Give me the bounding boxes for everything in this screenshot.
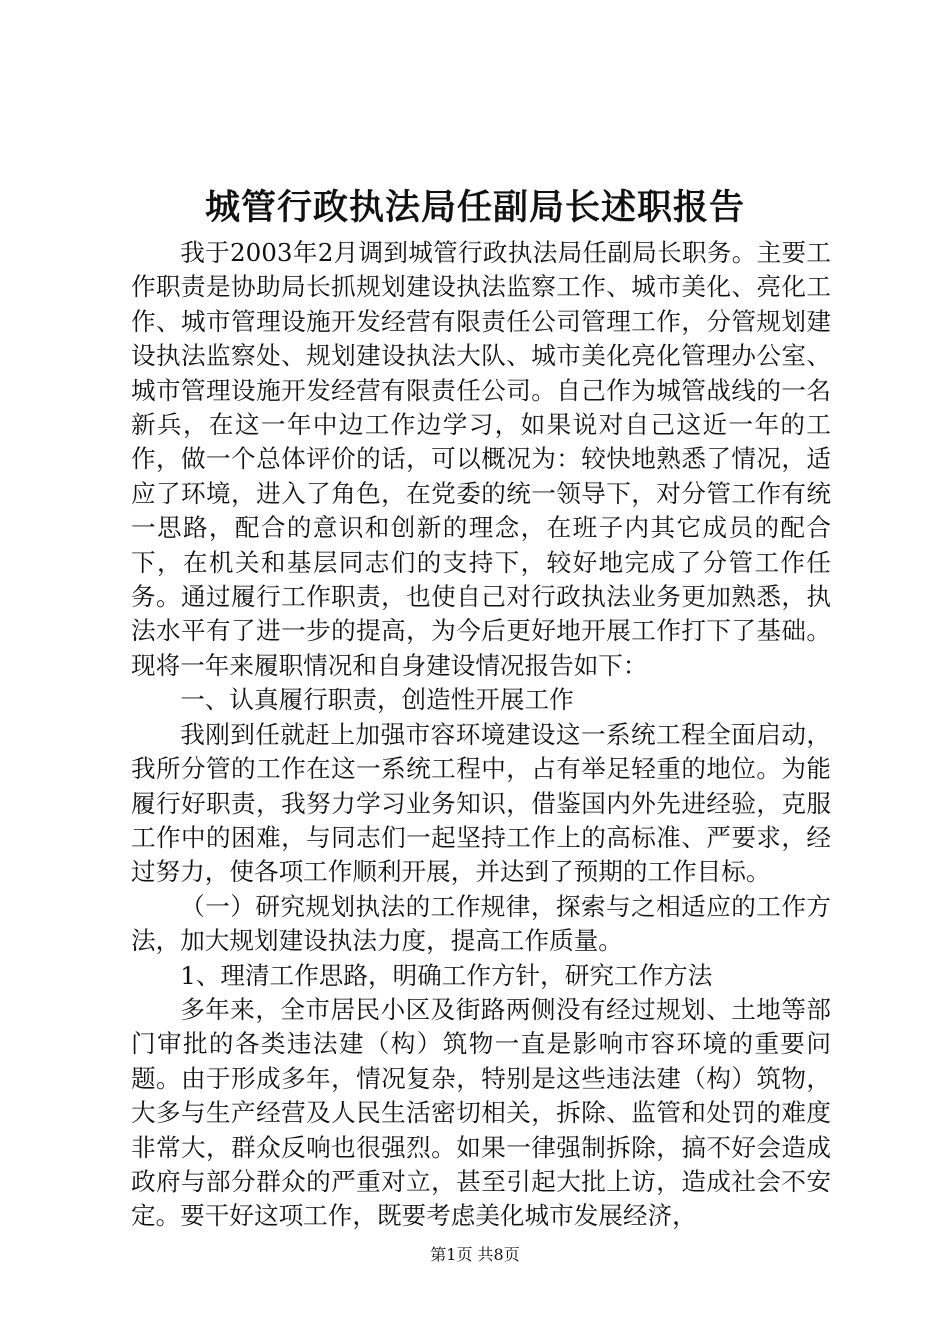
document-body [131,236,831,1234]
paragraph-section-1: 我刚到任就赶上加强市容环境建设这一系统工程全面启动，我所分管的工作在这一系统工程中，占有举足轻重的地位。为能履行好职责，我努力学习业务知识，借鉴国内外先进经验，克服工作中的困难，与同志们一起坚持工作上的高标准、严要求，经过努力，使各项工作顺利开展，并达到了预期的工作目标。 [131,719,831,887]
item-heading-1: 1、理清工作思路，明确工作方针，研究工作方法 [180,960,713,990]
page-number-footer: 第1页 共8页 [430,1245,520,1264]
paragraph-intro: 我于2003年2月调到城管行政执法局任副局长职务。主要工作职责是协助局长抓规划建设执法监察工作、城市美化、亮化工作、城市管理设施开发经营有限责任公司管理工作，分管规划建设执法监察处、规划建设执法大队、城市美化亮化管理办公室、城市管理设施开发经营有限责任公司。自己作为城管战线的一名新兵，在这一年中边工作边学习，如果说对自己这近一年的工作，做一个总体评价的话，可以概况为：较快地熟悉了情况，适应了环境，进入了角色，在党委的统一领导下，对分管工作有统一思路，配合的意识和创新的理念，在班子内其它成员的配合下，在机关和基层同志们的支持下，较好地完成了分管工作任务。通过履行工作职责，也使自己对行政执法业务更加熟悉，执法水平有了进一步的提高，为今后更好地开展工作打下了基础。现将一年来履职情况和自身建设情况报告如下： [131,238,831,680]
subsection-heading-1: （一）研究规划执法的工作规律，探索与之相适应的工作方法，加大规划建设执法力度，提高工作质量。 [131,891,831,956]
document-title: 城管行政执法局任副局长述职报告 [204,188,745,228]
section-heading-1: 一、认真履行职责，创造性开展工作 [180,685,574,715]
paragraph-item-1: 多年来，全市居民小区及街路两侧没有经过规划、土地等部门审批的各类违法建（构）筑物一直是影响市容环境的重要问题。由于形成多年，情况复杂，特别是这些违法建（构）筑物，大多与生产经营及人民生活密切相关，拆除、监管和处罚的难度非常大，群众反响也很强烈。如果一律强制拆除，搞不好会造成政府与部分群众的严重对立，甚至引起大批上访，造成社会不安定。要干好这项工作，既要考虑美化城市发展经济， [131,994,831,1231]
